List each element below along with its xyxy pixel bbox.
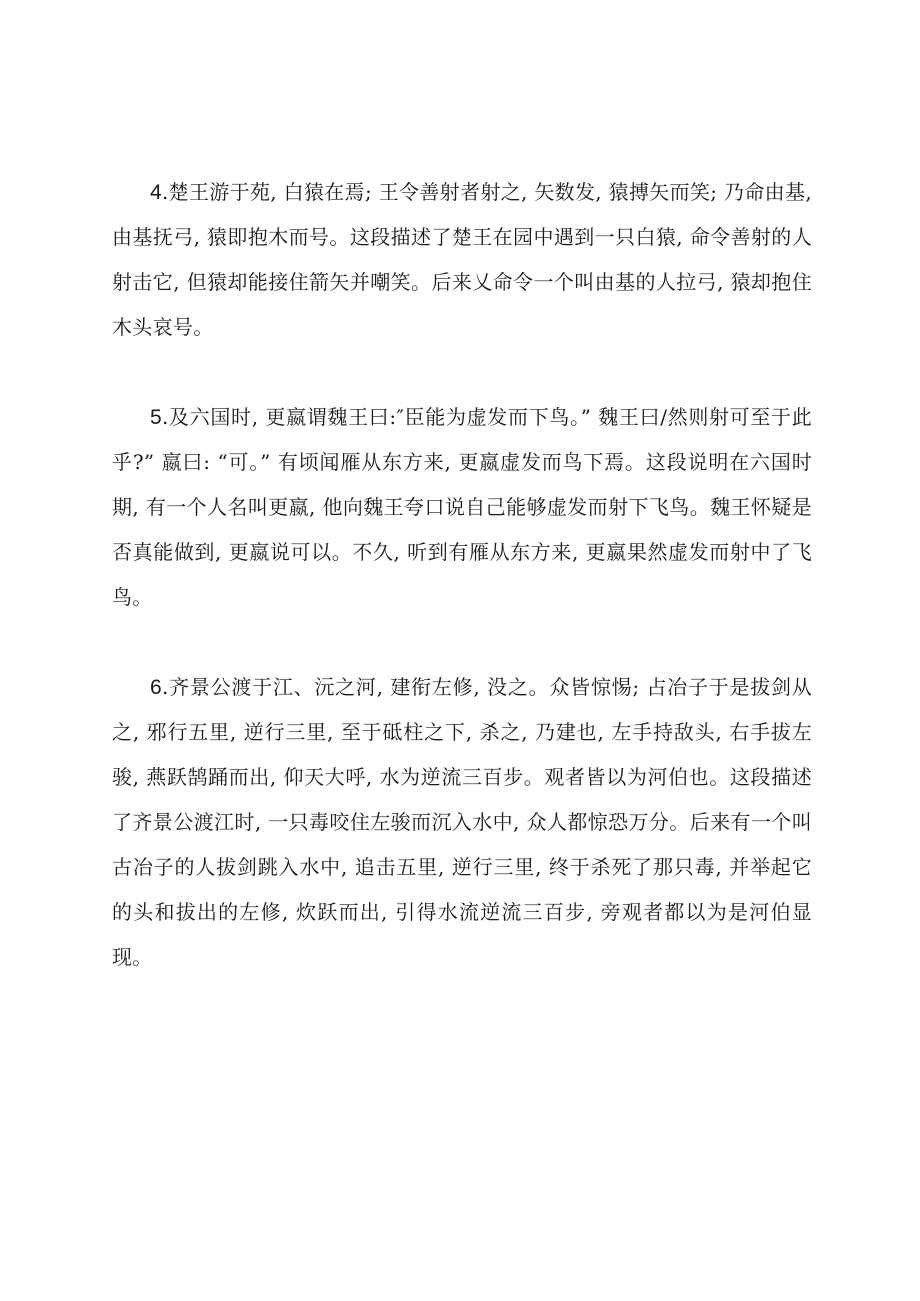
paragraph-5 (112, 395, 812, 620)
paragraph-number: 5 (150, 406, 162, 429)
paragraph-text: .及六国时, 更嬴谓魏王曰:″臣能为虚发而下鸟。” 魏王曰/然则射可至于此乎?” 嬴曰: “可。” 有顷闻雁从东方来, 更嬴虚发而鸟下焉。这段说明在六国时期, 有一个人名叫更嬴, 他向魏王夸口说自己能够虚发而射下飞鸟。魏王怀疑是否真能做到, 更嬴说可以。不久, 听到有雁从东方来, 更嬴果然虚发而射中了飞鸟。 (112, 405, 812, 609)
paragraph-number: 4 (150, 181, 162, 204)
paragraph-4 (112, 170, 812, 350)
paragraph-text: .齐景公渡于江、沅之河, 建衔左修, 没之。众皆惊惕; 占冶子于是拔剑从之, 邪行五里, 逆行三里, 至于砥柱之下, 杀之, 乃建也, 左手持敌头, 右手拔左骏, 燕跃鹄踊而出, 仰天大呼, 水为逆流三百步。观者皆以为河伯也。这段描述了齐景公渡江时, 一只毒咬住左骏而沉入水中, 众人都惊恐万分。后来有一个叫古冶子的人拔剑跳入水中, 追击五里, 逆行三里, 终于杀死了那只毒, 并举起它的头和拔出的左修, 炊跃而出, 引得水流逆流三百步, 旁观者都以为是河伯显现。 (112, 675, 812, 969)
paragraph-number: 6 (150, 676, 162, 699)
paragraph-text: .楚王游于苑, 白猿在焉; 王令善射者射之, 矢数发, 猿搏矢而笑; 乃命由基, 由基抚弓, 猿即抱木而号。这段描述了楚王在园中遇到一只白猿, 命令善射的人射击它, 但猿却能接住箭矢并嘲笑。后来乂命令一个叫由基的人拉弓, 猿却抱住木头哀号。 (112, 180, 812, 339)
document-body (112, 170, 812, 980)
paragraph-6 (112, 665, 812, 980)
